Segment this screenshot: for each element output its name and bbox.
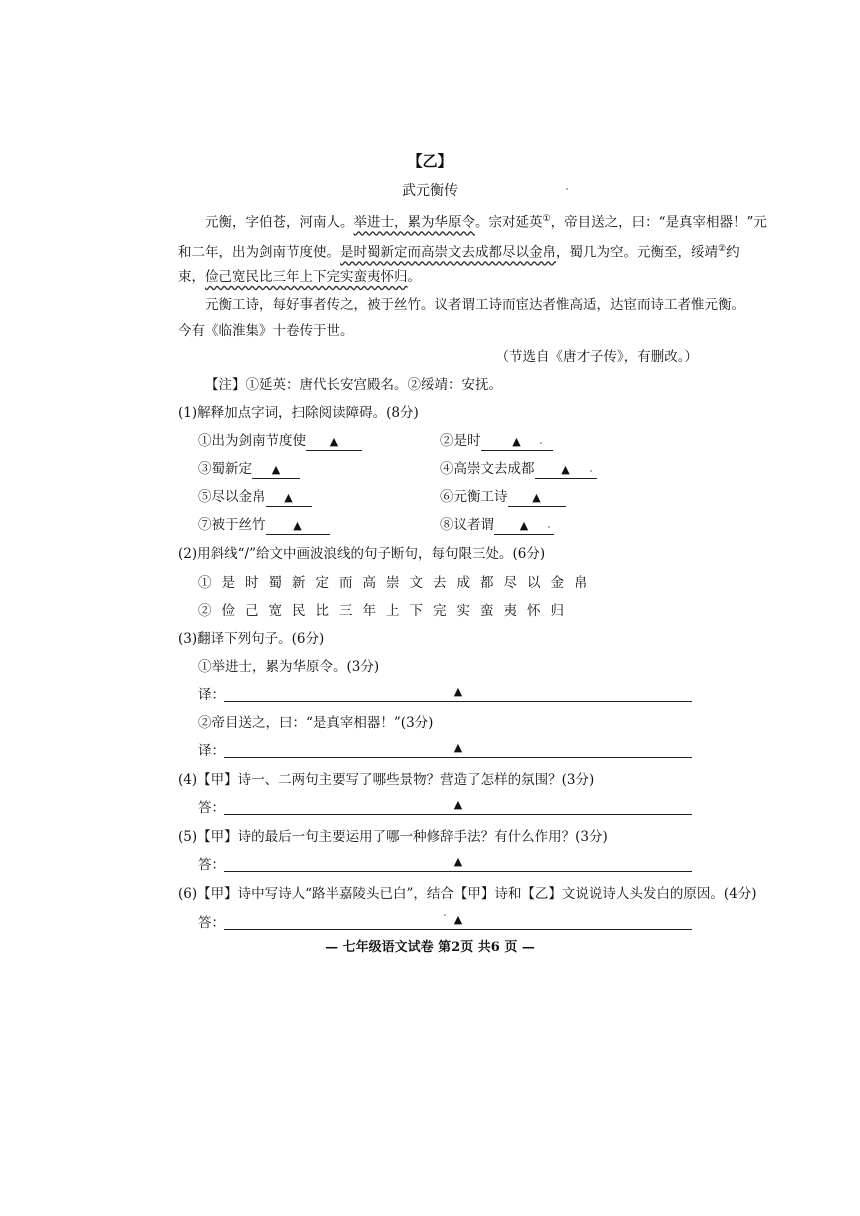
question-3-prompt: (3)翻译下列句子。(6分)	[178, 631, 325, 647]
answer-blank[interactable]	[494, 517, 554, 535]
answer-blank[interactable]	[266, 489, 312, 507]
triangle-marker: ▲	[453, 741, 463, 754]
annotation-note: 【注】①延英：唐代长安宫殿名。②绥靖：安抚。	[205, 377, 502, 393]
passage-text: 。	[407, 269, 421, 285]
scan-speck	[444, 914, 446, 916]
q1-item-7	[198, 516, 330, 535]
q5-answer-label: 答：	[198, 857, 225, 873]
q2-sentence-2: ②俭己宽民比三年上下完实蛮夷怀归	[198, 603, 574, 619]
triangle-marker: ▲	[453, 855, 463, 868]
question-2-prompt: (2)用斜线“/”给文中画波浪线的句子断句，每句限三处。(6分)	[178, 546, 546, 562]
q1-item-8	[440, 516, 554, 535]
question-4-prompt: (4)【甲】诗一、二两句主要写了哪些景物？营造了怎样的氛围？(3分)	[178, 772, 595, 788]
page-footer: — 七年级语文试卷 第2页 共6 页 —	[325, 940, 535, 955]
q1-item-2	[440, 432, 553, 451]
q3-answer-line-1[interactable]	[224, 683, 692, 702]
triangle-marker: ▲	[532, 491, 541, 504]
q1-item-label: ④高崇文去成都	[440, 461, 535, 477]
scan-speck	[540, 442, 542, 444]
q5-answer-line[interactable]	[224, 853, 692, 872]
answer-blank[interactable]	[508, 489, 566, 507]
question-5-prompt: (5)【甲】诗的最后一句主要运用了哪一种修辞手法？有什么作用？(3分)	[178, 829, 608, 845]
q6-answer-line[interactable]	[224, 911, 692, 930]
q4-answer-label: 答：	[198, 800, 225, 816]
triangle-marker: ▲	[512, 435, 521, 448]
q1-item-label: ⑤尽以金帛	[198, 489, 266, 505]
footnote-marker: ②	[718, 244, 727, 254]
wavy-underlined-text: 是时蜀新定而高崇文去成都尽以金帛	[340, 244, 556, 261]
triangle-marker: ▲	[453, 798, 463, 811]
passage-line-1	[205, 210, 767, 232]
q3-answer-line-2[interactable]	[224, 739, 692, 758]
passage-text: 约	[726, 244, 740, 261]
q3-answer-label-1: 译：	[198, 687, 225, 703]
scan-speck	[590, 470, 592, 472]
passage-text: ，帝目送之，曰：“是真宰相器！”元	[550, 214, 767, 231]
q3-sentence-1: ①举进士，累为华原令。(3分)	[198, 659, 380, 675]
answer-blank[interactable]	[266, 517, 330, 535]
q6-answer-label: 答：	[198, 915, 225, 931]
q1-item-label: ⑧议者谓	[440, 517, 494, 533]
passage-title: 武元衡传	[402, 183, 458, 199]
q1-item-label: ⑥元衡工诗	[440, 489, 508, 505]
q1-item-label: ②是时	[440, 433, 481, 449]
triangle-marker: ▲	[453, 913, 463, 926]
triangle-marker: ▲	[519, 519, 529, 532]
question-6-prompt: (6)【甲】诗中写诗人“路半嘉陵头已白”，结合【甲】诗和【乙】文说说诗人头发白的原因。(4分)	[178, 886, 757, 902]
passage-line-3	[178, 268, 421, 286]
section-mark: 【乙】	[407, 152, 453, 170]
answer-blank[interactable]	[306, 433, 362, 451]
triangle-marker: ▲	[271, 463, 281, 476]
answer-blank[interactable]	[252, 461, 300, 479]
q1-item-1	[198, 432, 362, 451]
scan-speck	[548, 526, 550, 528]
passage-line-4: 元衡工诗，每好事者传之，被于丝竹。议者谓工诗而宦达者惟高适，达宦而诗工者惟元衡。	[205, 297, 745, 313]
q1-item-label: ①出为剑南节度使	[198, 433, 306, 449]
triangle-marker: ▲	[293, 519, 302, 532]
q1-item-4	[440, 460, 597, 479]
wavy-underlined-text: 举进士，累为华原令	[353, 214, 475, 231]
q1-item-label: ⑦被于丝竹	[198, 517, 266, 533]
q1-item-6	[440, 488, 566, 507]
footnote-marker: ①	[542, 214, 551, 224]
q3-sentence-2: ②帝目送之，曰：“是真宰相器！”(3分)	[198, 715, 434, 731]
scan-speck	[566, 188, 568, 190]
source-citation: （节选自《唐才子传》，有删改。）	[495, 349, 698, 365]
q1-item-3	[198, 460, 300, 479]
answer-blank[interactable]	[535, 461, 597, 479]
triangle-marker: ▲	[329, 435, 339, 448]
passage-text: 元衡，字伯苍，河南人。	[205, 214, 354, 231]
q2-sentence-1: ①是时蜀新定而高崇文去成都尽以金帛	[198, 575, 598, 591]
passage-line-5: 今有《临淮集》十卷传于世。	[178, 323, 354, 339]
wavy-underlined-text: 俭己宽民比三年上下完实蛮夷怀归	[205, 269, 408, 285]
triangle-marker: ▲	[561, 463, 570, 476]
triangle-marker: ▲	[453, 685, 463, 698]
triangle-marker: ▲	[284, 491, 293, 504]
passage-line-2	[178, 240, 740, 262]
question-1-prompt: (1)解释加点字词，扫除阅读障碍。(8分)	[178, 405, 419, 421]
passage-text: 和二年，出为剑南节度使。	[178, 244, 340, 261]
q1-item-label: ③蜀新定	[198, 461, 252, 477]
q4-answer-line[interactable]	[224, 796, 692, 815]
passage-text: 束，	[178, 269, 205, 285]
q3-answer-label-2: 译：	[198, 743, 225, 759]
passage-text: 。宗对延英	[475, 214, 543, 231]
passage-text: ，蜀几为空。元衡至，绥靖	[556, 244, 718, 261]
q1-item-5	[198, 488, 312, 507]
